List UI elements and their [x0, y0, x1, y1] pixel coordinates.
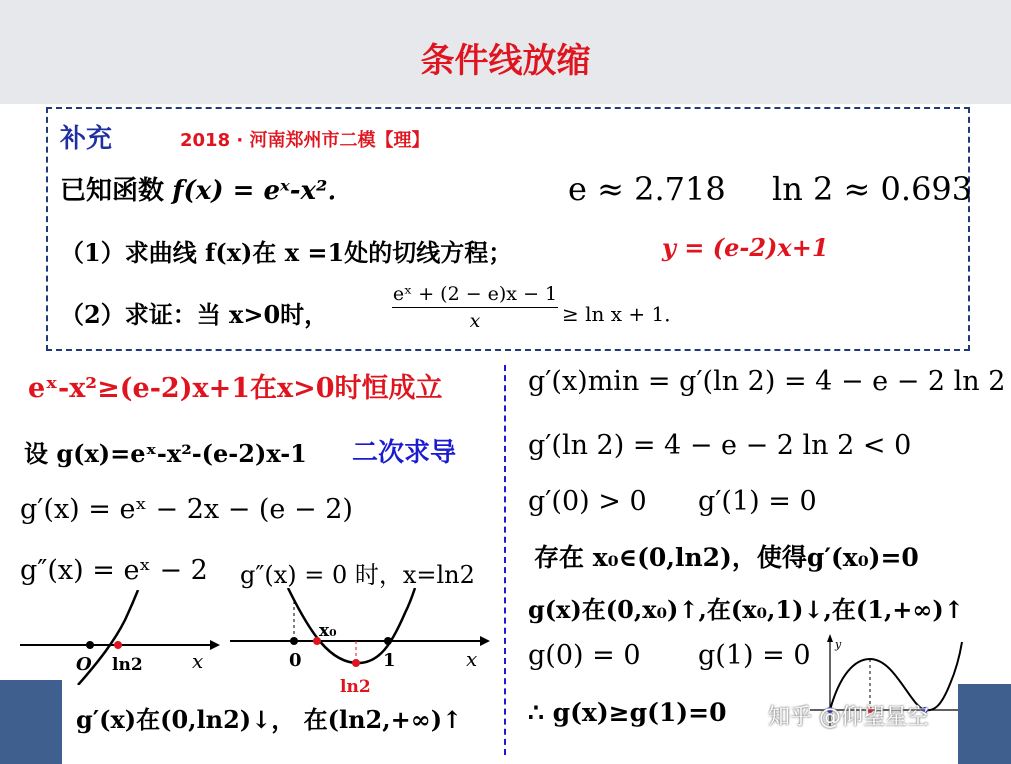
question-2-fraction [392, 283, 558, 332]
second-derivative-note: 二次求导 [352, 438, 457, 468]
fraction-numerator: eˣ + (2 − e)x − 1 [392, 283, 558, 308]
fraction-denominator: x [469, 310, 481, 332]
g-one: g(1) = 0 [698, 640, 811, 671]
claim-inequality: eˣ-x²≥(e-2)x+1在x>0时恒成立 [28, 373, 443, 404]
g-double-prime-formula: g″(x) = eˣ − 2 [20, 555, 208, 586]
page-title: 条件线放缩 [420, 41, 591, 81]
question-1: （1）求曲线 f(x)在 x =1处的切线方程； [60, 238, 513, 267]
question-1-answer: y = (e-2)x+1 [662, 233, 829, 262]
x-axis-arrow [480, 636, 490, 646]
x-axis-arrow [210, 640, 220, 650]
y-axis-label: y [835, 638, 842, 651]
graph-g [230, 588, 490, 698]
zero-point [290, 637, 298, 645]
g-zero: g(0) = 0 [528, 640, 641, 671]
g-prime-formula: g′(x) = eˣ − 2x − (e − 2) [20, 494, 353, 525]
y-axis-arrow [827, 634, 833, 642]
g-prime-min: g′(x)min = g′(ln 2) = 4 − e − 2 ln 2 [528, 366, 1006, 397]
question-2-rhs: ≥ ln x + 1． [562, 302, 685, 326]
column-divider [504, 365, 506, 755]
watermark: 知乎 @仰望星空 [768, 705, 929, 730]
question-2: （2）求证：当 x>0时， [60, 300, 329, 329]
ln2-point [114, 641, 122, 649]
e-approx: e ≈ 2.718 [568, 170, 726, 208]
ln2-approx: ln 2 ≈ 0.693 [772, 170, 973, 208]
x0-label: x₀ [319, 621, 337, 641]
min-point [352, 659, 360, 667]
conclusion: ∴ g(x)≥g(1)=0 [528, 698, 727, 727]
g-prime-1: g′(1) = 0 [698, 486, 817, 517]
graph-g-prime [20, 590, 220, 685]
one-point [384, 637, 392, 645]
g-prime-0: g′(0) > 0 [528, 486, 647, 517]
x-axis-label: x [466, 647, 478, 671]
ln2-label: ln2 [112, 655, 143, 675]
given-function [60, 170, 353, 207]
exists-x0: 存在 x₀∈(0,ln2)，使得g′(x₀)=0 [534, 543, 919, 572]
supplement-label: 补充 [60, 124, 113, 154]
problem-source: 2018 · 河南郑州市二模【理】 [180, 130, 430, 151]
min-label: ln2 [340, 677, 371, 697]
g-monotonic: g(x)在(0,x₀)↑,在(x₀,1)↓,在(1,+∞)↑ [528, 595, 964, 624]
x-axis-label: x [192, 649, 204, 673]
zero-label: 0 [289, 650, 302, 671]
origin-point [86, 641, 94, 649]
g-curve [288, 588, 415, 663]
one-label: 1 [383, 650, 396, 671]
g-double-prime-zero: g″(x) = 0 时，x=ln2 [240, 561, 475, 589]
define-g: 设 g(x)=eˣ-x²-(e-2)x-1 [24, 439, 307, 468]
g-prime-ln2: g′(ln 2) = 4 − e − 2 ln 2 < 0 [528, 430, 912, 461]
given-expr: f(x) = eˣ-x²． [172, 176, 354, 206]
origin-label: O [76, 654, 92, 675]
given-prefix: 已知函数 [60, 176, 165, 206]
g-prime-monotonic: g′(x)在(0,ln2)↓， 在(ln2,+∞)↑ [76, 705, 463, 734]
corner-decoration-right [958, 684, 1011, 764]
corner-decoration-left [0, 680, 62, 764]
